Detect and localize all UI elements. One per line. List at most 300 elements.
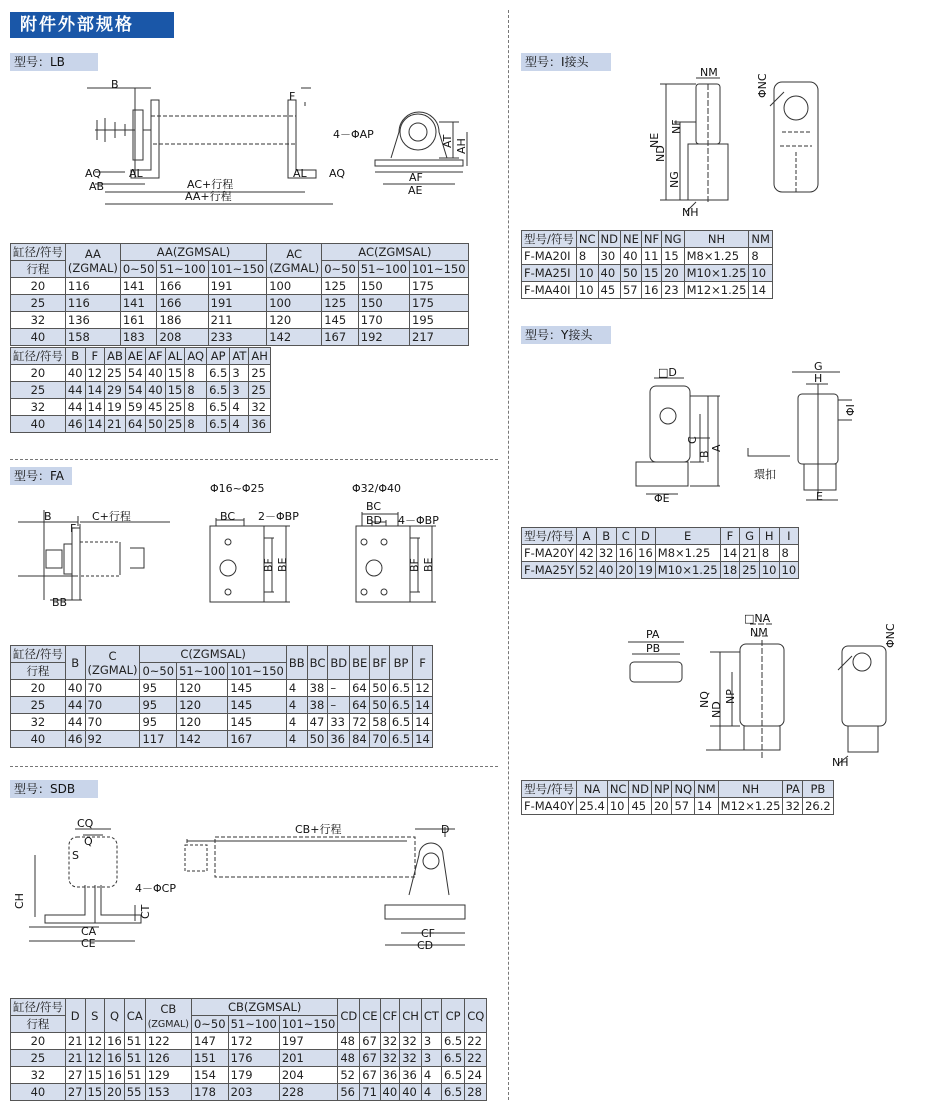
y40-head-cell: NH <box>718 781 783 798</box>
i-cell: 15 <box>662 248 685 265</box>
sdb-cell: 126 <box>145 1050 191 1067</box>
lb-t2-cell: 8 <box>185 416 207 433</box>
fa-cell: 44 <box>65 714 85 731</box>
fa-cell: 64 <box>350 697 370 714</box>
lb-t1-cell: 195 <box>410 312 469 329</box>
lb-t2-cell: 6.5 <box>207 399 230 416</box>
sdb-cell: 172 <box>228 1033 279 1050</box>
sdb-cf-head: CF <box>380 999 400 1033</box>
lb-t1-cell: 208 <box>157 329 208 346</box>
i-head-cell: ND <box>598 231 620 248</box>
y-model-label: 型号：Y接头 <box>521 326 611 344</box>
lb-t1-cell: 166 <box>157 295 208 312</box>
sdb-cell: 153 <box>145 1084 191 1101</box>
lb-t2-head-cell: AQ <box>185 348 207 365</box>
y-c-label: C <box>686 436 699 444</box>
sdb-r3: 101~150 <box>279 1016 338 1033</box>
lb-ac-label: AC+行程 <box>187 178 234 191</box>
i-cell: 50 <box>620 265 641 282</box>
lb-t2-cell: 40 <box>146 382 166 399</box>
y40-table <box>521 780 834 815</box>
fa-cell: 4 <box>286 680 307 697</box>
sdb-cell: 3 <box>421 1033 441 1050</box>
lb-t1-r2: 51~100 <box>157 261 208 278</box>
lb-t2-cell: 6.5 <box>207 382 230 399</box>
y-clip-label: 環扣 <box>754 468 776 481</box>
sdb-cell: 20 <box>105 1084 125 1101</box>
fa-bd-label: BD <box>366 514 383 527</box>
fa-cell: 64 <box>350 680 370 697</box>
sdb-cell: 203 <box>228 1084 279 1101</box>
y40-nq-label: NQ <box>698 691 711 708</box>
lb-t1-cell: 191 <box>208 295 267 312</box>
lb-t2-cell: 64 <box>125 416 145 433</box>
lb-t2-cell: 14 <box>85 416 105 433</box>
sdb-cell: 6.5 <box>441 1033 464 1050</box>
sdb-cell: 67 <box>360 1033 380 1050</box>
fa-cell: 70 <box>85 714 140 731</box>
i-cell: 45 <box>598 282 620 299</box>
fa-bf-label-2: BF <box>408 558 421 572</box>
i-cell: F-MA25I <box>522 265 577 282</box>
y40-np-label: NP <box>724 689 737 704</box>
y-d-label: □D <box>658 366 677 379</box>
sdb-cell: 51 <box>124 1033 145 1050</box>
lb-t2-cell: 20 <box>11 365 66 382</box>
sdb-q-label: Q <box>84 835 93 848</box>
lb-t1-r1b: 0~50 <box>322 261 359 278</box>
fa-cell: 167 <box>228 731 287 748</box>
fa-cell: 20 <box>11 680 66 697</box>
lb-t2-cell: 8 <box>185 382 207 399</box>
lb-t1-cell: 25 <box>11 295 66 312</box>
sdb-cell: 36 <box>380 1067 400 1084</box>
lb-table-1 <box>10 243 469 346</box>
lb-t1-cell: 166 <box>157 278 208 295</box>
sdb-cell: 15 <box>85 1084 105 1101</box>
y-cell: 16 <box>636 545 656 562</box>
table-row <box>11 382 271 399</box>
i-ne-label: NE <box>648 132 661 148</box>
y40-nh-label: NH <box>832 756 849 769</box>
table-row <box>522 545 799 562</box>
sdb-r1: 0~50 <box>191 1016 228 1033</box>
lb-t1-cell: 116 <box>65 295 120 312</box>
sdb-cd-head: CD <box>338 999 360 1033</box>
lb-t2-cell: 25 <box>249 382 271 399</box>
fa-cell: 84 <box>350 731 370 748</box>
y40-nd-label: ND <box>710 701 723 718</box>
i-cell: 57 <box>620 282 641 299</box>
lb-t1-cell: 158 <box>65 329 120 346</box>
lb-t1-cell: 125 <box>322 278 359 295</box>
sdb-cell: 204 <box>279 1067 338 1084</box>
sdb-cell: 16 <box>105 1067 125 1084</box>
lb-t2-cell: 29 <box>105 382 126 399</box>
fa-cell: 145 <box>228 714 287 731</box>
lb-t1-cell: 120 <box>267 312 322 329</box>
sdb-stroke-head: 行程 <box>11 1016 66 1033</box>
i-head-cell: NM <box>749 231 773 248</box>
fa-r1: 0~50 <box>140 663 177 680</box>
fa-cell: 14 <box>413 697 433 714</box>
sdb-cell: 12 <box>85 1050 105 1067</box>
lb-t1-cell: 141 <box>120 278 157 295</box>
sdb-cell: 32 <box>11 1067 66 1084</box>
y-cell: F-MA20Y <box>522 545 577 562</box>
lb-t1-cell: 217 <box>410 329 469 346</box>
y40-cell: 25.4 <box>577 798 608 815</box>
fa-cell: 145 <box>228 697 287 714</box>
divider-lb-fa <box>10 459 498 460</box>
lb-t1-cell: 150 <box>358 278 409 295</box>
lb-t2-cell: 44 <box>65 399 85 416</box>
table-row <box>11 295 469 312</box>
lb-t2-cell: 25 <box>249 365 271 382</box>
fa-r2: 51~100 <box>177 663 228 680</box>
lb-t1-cell: 186 <box>157 312 208 329</box>
i-joint-drawing <box>630 62 830 222</box>
i-cell: 40 <box>598 265 620 282</box>
fa-bb-head: BB <box>286 646 307 680</box>
y-joint-table <box>521 527 799 579</box>
table-row <box>522 248 773 265</box>
y-head-cell: B <box>596 528 616 545</box>
lb-t1-cell: 170 <box>358 312 409 329</box>
sdb-d-head: D <box>65 999 85 1033</box>
lb-aq-label: AQ <box>85 167 101 180</box>
y40-cell: 26.2 <box>803 798 834 815</box>
lb-t1-r2b: 51~100 <box>358 261 409 278</box>
y-cell: 18 <box>720 562 740 579</box>
sdb-cell: 32 <box>380 1033 400 1050</box>
i-head-cell: NF <box>641 231 661 248</box>
fa-cell: 36 <box>328 731 350 748</box>
sdb-cell: 4 <box>421 1084 441 1101</box>
sdb-r2: 51~100 <box>228 1016 279 1033</box>
i-nh-label: NH <box>682 206 699 219</box>
sdb-cell: 122 <box>145 1033 191 1050</box>
page-title: 附件外部规格 <box>10 12 174 38</box>
table-row <box>11 416 271 433</box>
lb-t1-cell: 116 <box>65 278 120 295</box>
table-row <box>11 680 433 697</box>
sdb-cell: 32 <box>400 1033 422 1050</box>
sdb-cell: 201 <box>279 1050 338 1067</box>
lb-t1-stroke-head: 行程 <box>11 261 66 278</box>
y40-cell: 45 <box>629 798 651 815</box>
fa-bc-label-2: BC <box>366 500 382 513</box>
fa-cell: 58 <box>370 714 390 731</box>
y40-head-cell: NM <box>695 781 719 798</box>
y-head-cell: F <box>720 528 740 545</box>
lb-t2-head-cell: AH <box>249 348 271 365</box>
y-cell: 10 <box>779 562 799 579</box>
y40-nm-label: NM <box>750 626 768 639</box>
table-row <box>522 282 773 299</box>
lb-t2-cell: 40 <box>146 365 166 382</box>
y-cell: F-MA25Y <box>522 562 577 579</box>
lb-t1-cell: 100 <box>267 278 322 295</box>
sdb-cell: 52 <box>338 1067 360 1084</box>
fa-cell: 120 <box>177 714 228 731</box>
fa-model-label: 型号：FA <box>10 467 72 485</box>
lb-t2-cell: 21 <box>105 416 126 433</box>
fa-bf-head: BF <box>370 646 390 680</box>
lb-t1-cell: 141 <box>120 295 157 312</box>
sdb-ct-label: CT <box>139 904 152 919</box>
table-row <box>522 798 834 815</box>
y-i-label: ΦI <box>844 404 857 416</box>
fa-be-label-2: BE <box>422 557 435 572</box>
fa-c-head: C (ZGMAL) <box>85 646 140 680</box>
lb-t2-head-cell: AL <box>165 348 185 365</box>
sdb-cbz-head: CB(ZGMSAL) <box>191 999 337 1016</box>
y40-head-cell: NA <box>577 781 608 798</box>
lb-t1-cell: 136 <box>65 312 120 329</box>
sdb-cell: 6.5 <box>441 1067 464 1084</box>
sdb-cell: 151 <box>191 1050 228 1067</box>
lb-t2-cell: 15 <box>165 365 185 382</box>
fa-cell: 145 <box>228 680 287 697</box>
fa-bc-label: BC <box>220 510 236 523</box>
sdb-cell: 3 <box>421 1050 441 1067</box>
sdb-bore-head: 缸径/符号 <box>11 999 66 1016</box>
fa-cell: 12 <box>413 680 433 697</box>
table-row <box>11 1050 487 1067</box>
fa-cell: 70 <box>85 697 140 714</box>
lb-t1-cell: 175 <box>410 278 469 295</box>
lb-t1-cell: 125 <box>322 295 359 312</box>
sdb-cell: 6.5 <box>441 1050 464 1067</box>
y-cell: 32 <box>596 545 616 562</box>
y40-pb-label: PB <box>646 642 661 655</box>
lb-t1-cell: 175 <box>410 295 469 312</box>
lb-t1-ac-head: AC (ZGMAL) <box>267 244 322 278</box>
lb-t2-cell: 4 <box>230 399 249 416</box>
lb-t1-r3b: 101~150 <box>410 261 469 278</box>
lb-t2-cell: 8 <box>185 399 207 416</box>
i-cell: 14 <box>749 282 773 299</box>
lb-t2-head-cell: AE <box>125 348 145 365</box>
lb-t2-cell: 54 <box>125 382 145 399</box>
sdb-cell: 197 <box>279 1033 338 1050</box>
fa-cell: 120 <box>177 680 228 697</box>
y-b-label: B <box>698 450 711 458</box>
sdb-cell: 32 <box>400 1050 422 1067</box>
fa-cell: 70 <box>370 731 390 748</box>
lb-af-label: AF <box>409 171 423 184</box>
i-cell: M12×1.25 <box>684 282 749 299</box>
i-cell: 10 <box>576 282 598 299</box>
sdb-cell: 67 <box>360 1067 380 1084</box>
i-cell: 23 <box>662 282 685 299</box>
y-cell: 19 <box>636 562 656 579</box>
fa-b-label: B <box>44 510 52 523</box>
y-head-cell: E <box>655 528 720 545</box>
i-cell: 10 <box>749 265 773 282</box>
fa-drawing <box>10 480 490 610</box>
lb-t2-cell: 59 <box>125 399 145 416</box>
lb-al-label-right: AL <box>293 167 307 180</box>
i-cell: 11 <box>641 248 661 265</box>
y-cell: 10 <box>759 562 779 579</box>
i-head-cell: 型号/符号 <box>522 231 577 248</box>
fa-bore-head: 缸径/符号 <box>11 646 66 663</box>
fa-bc-head: BC <box>307 646 328 680</box>
fa-stroke-head: 行程 <box>11 663 66 680</box>
sdb-ce-head: CE <box>360 999 380 1033</box>
sdb-s-label: S <box>72 849 79 862</box>
y-cell: 42 <box>577 545 597 562</box>
sdb-table <box>10 998 487 1101</box>
fa-cell: 40 <box>11 731 66 748</box>
sdb-cd-label: CD <box>417 939 434 952</box>
sdb-cell: 51 <box>124 1050 145 1067</box>
vertical-divider <box>508 10 509 1100</box>
sdb-cell: 51 <box>124 1067 145 1084</box>
fa-cell: – <box>328 680 350 697</box>
y-cell: M10×1.25 <box>655 562 720 579</box>
fa-cell: 40 <box>65 680 85 697</box>
lb-t2-head-cell: B <box>65 348 85 365</box>
sdb-cell: 4 <box>421 1067 441 1084</box>
fa-bb-label: BB <box>52 596 68 609</box>
y40-head-cell: ND <box>629 781 651 798</box>
table-row <box>11 731 433 748</box>
i-ng-label: NG <box>668 171 681 188</box>
y-cell: 52 <box>577 562 597 579</box>
y40-head-cell: NP <box>651 781 672 798</box>
i-cell: 16 <box>641 282 661 299</box>
lb-t2-cell: 25 <box>105 365 126 382</box>
sdb-cell: 36 <box>400 1067 422 1084</box>
lb-t1-cell: 161 <box>120 312 157 329</box>
lb-b-label: B <box>111 80 119 91</box>
lb-t2-head-cell: 缸径/符号 <box>11 348 66 365</box>
sdb-cell: 48 <box>338 1033 360 1050</box>
fa-cell: 4 <box>286 731 307 748</box>
lb-model-label: 型号：LB <box>10 53 98 71</box>
lb-t1-cell: 32 <box>11 312 66 329</box>
sdb-d-label: D <box>441 823 450 836</box>
sdb-cell: 228 <box>279 1084 338 1101</box>
y40-cell: 10 <box>607 798 629 815</box>
sdb-cp-head: CP <box>441 999 464 1033</box>
lb-al-label: AL <box>129 167 143 180</box>
fa-cell: 142 <box>177 731 228 748</box>
i-head-cell: NC <box>576 231 598 248</box>
lb-t2-cell: 15 <box>165 382 185 399</box>
lb-t1-r1: 0~50 <box>120 261 157 278</box>
sdb-ca-head: CA <box>124 999 145 1033</box>
fa-cell: 32 <box>11 714 66 731</box>
lb-t1-cell: 20 <box>11 278 66 295</box>
lb-t2-head-cell: AF <box>146 348 166 365</box>
y40-cell: M12×1.25 <box>718 798 783 815</box>
y-cell: 40 <box>596 562 616 579</box>
lb-t1-cell: 150 <box>358 295 409 312</box>
table-row <box>11 312 469 329</box>
lb-ah-label: AH <box>455 138 468 154</box>
i-head-cell: NH <box>684 231 749 248</box>
sdb-cell: 40 <box>11 1084 66 1101</box>
sdb-cell: 40 <box>380 1084 400 1101</box>
fa-cell: 6.5 <box>389 697 412 714</box>
sdb-cell: 25 <box>11 1050 66 1067</box>
sdb-model-label: 型号：SDB <box>10 780 98 798</box>
fa-bp-head: BP <box>389 646 412 680</box>
sdb-cq-head: CQ <box>465 999 487 1033</box>
fa-table <box>10 645 433 748</box>
lb-t2-cell: 40 <box>65 365 85 382</box>
lb-t2-head-cell: AB <box>105 348 126 365</box>
lb-t1-cell: 142 <box>267 329 322 346</box>
i-cell: M10×1.25 <box>684 265 749 282</box>
lb-t2-cell: 8 <box>185 365 207 382</box>
fa-bp2-label: 2－ΦBP <box>258 510 299 523</box>
lb-t2-cell: 25 <box>165 399 185 416</box>
sdb-cell: 21 <box>65 1033 85 1050</box>
sdb-cell: 28 <box>465 1084 487 1101</box>
fa-cell: 44 <box>65 697 85 714</box>
table-row <box>11 1084 487 1101</box>
lb-f-label: F <box>289 90 296 103</box>
y-joint-drawing <box>620 360 870 510</box>
i-cell: M8×1.25 <box>684 248 749 265</box>
fa-r3: 101~150 <box>228 663 287 680</box>
fa-cell: 6.5 <box>389 680 412 697</box>
lb-t2-head-cell: F <box>85 348 105 365</box>
i-cell: 30 <box>598 248 620 265</box>
fa-cell: 33 <box>328 714 350 731</box>
lb-t2-cell: 40 <box>11 416 66 433</box>
lb-t1-cell: 192 <box>358 329 409 346</box>
i-cell: F-MA40I <box>522 282 577 299</box>
y-head-cell: I <box>779 528 799 545</box>
y40-cell: 32 <box>783 798 803 815</box>
fa-c-label: C+行程 <box>92 510 131 523</box>
fa-cell: 72 <box>350 714 370 731</box>
fa-f-head: F <box>413 646 433 680</box>
y40-na-label: □NA <box>744 612 771 625</box>
table-row <box>11 365 271 382</box>
i-nc-label: ΦNC <box>756 73 769 98</box>
y40-head-cell: NC <box>607 781 629 798</box>
sdb-cell: 55 <box>124 1084 145 1101</box>
lb-t2-cell: 14 <box>85 399 105 416</box>
fa-d1-label: Φ16~Φ25 <box>210 482 265 495</box>
fa-cell: 25 <box>11 697 66 714</box>
lb-t2-cell: 6.5 <box>207 416 230 433</box>
sdb-cp-label: 4－ΦCP <box>135 882 176 895</box>
sdb-cell: 12 <box>85 1033 105 1050</box>
i-cell: 40 <box>620 248 641 265</box>
y40-cell: F-MA40Y <box>522 798 577 815</box>
sdb-cell: 179 <box>228 1067 279 1084</box>
sdb-cb-head: CB (ZGMAL) <box>145 999 191 1033</box>
sdb-cq-label: CQ <box>77 817 94 830</box>
lb-t2-cell: 3 <box>230 365 249 382</box>
fa-bp4-label: 4－ΦBP <box>398 514 439 527</box>
sdb-q-head: Q <box>105 999 125 1033</box>
sdb-cell: 22 <box>465 1033 487 1050</box>
sdb-cell: 178 <box>191 1084 228 1101</box>
sdb-ch-head: CH <box>400 999 422 1033</box>
lb-t2-cell: 6.5 <box>207 365 230 382</box>
lb-ab-label: AB <box>89 180 105 193</box>
lb-t2-cell: 25 <box>11 382 66 399</box>
